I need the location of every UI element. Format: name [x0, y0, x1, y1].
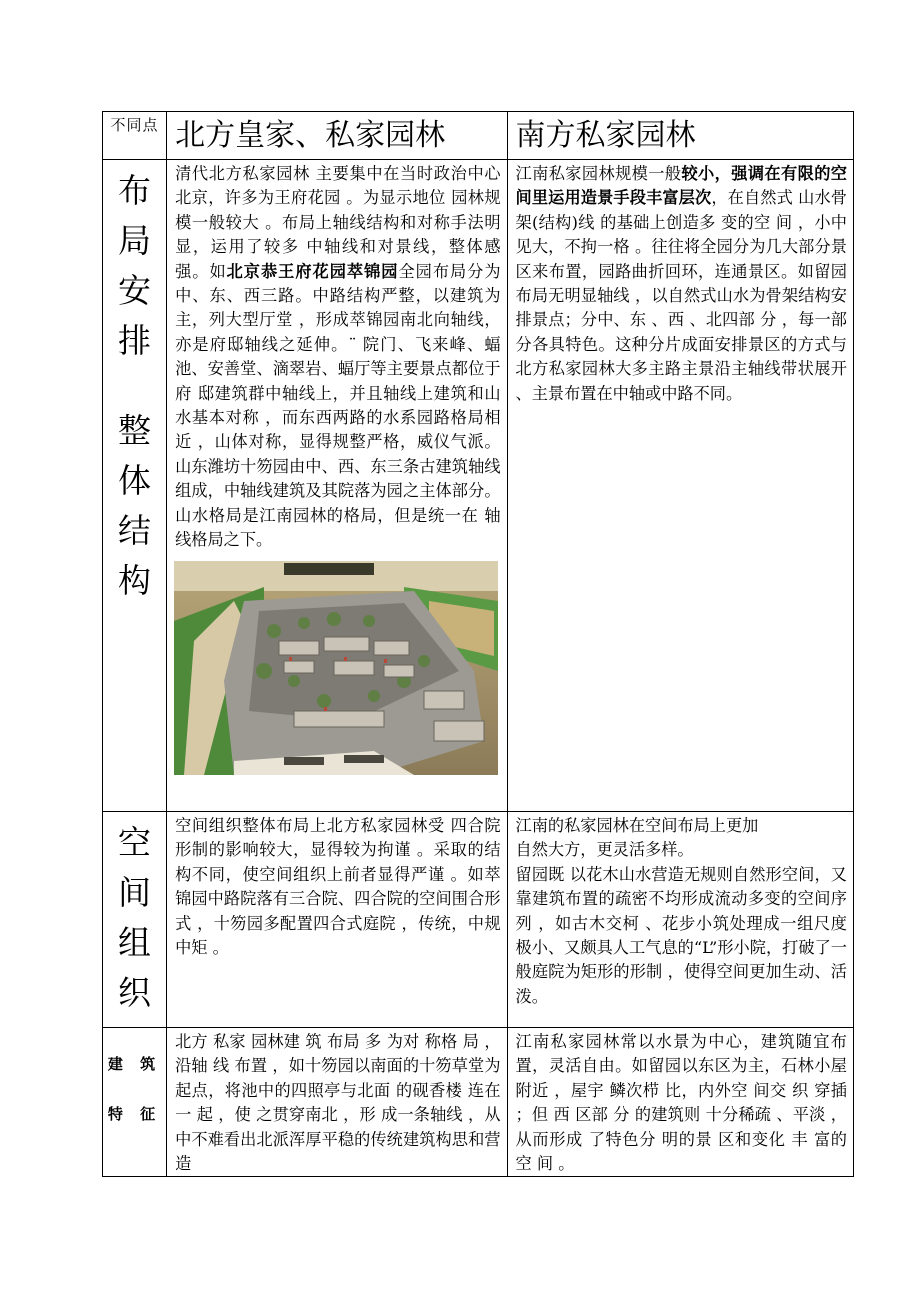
- label-char: 局: [118, 221, 152, 260]
- label-char: 体: [118, 461, 152, 500]
- label-char: 组: [118, 923, 152, 962]
- row-architecture-north-text: 北方 私家 园林建 筑 布局 多 为对 称格 局 ，沿轴 线 布置 ，如十笏园以南面的十笏草堂为起点，将池中的四照亭与北面 的砚香楼 连在一 起 ，使 之贯穿南北 ，形 成一条轴线 ，从 中不难看出北派浑厚平稳的传统建筑构思和营造: [175, 1032, 501, 1174]
- header-cell-south: [507, 112, 853, 160]
- label-char: 织: [118, 973, 152, 1012]
- row-space-north-text: 空间组织整体布局上北方私家园林受 四合院形制的影响较大，显得较为拘谨 。采取的结构不同，使空间组织上前者显得严谨 。如萃锦园中路院落有三合院、四合院的空间围合形式 ，十笏园多配置四合式庭院 ，传统，中规中矩 。: [175, 816, 501, 958]
- header-south-title: 南方私家园林: [515, 118, 696, 153]
- header-cell-diff: [103, 112, 167, 160]
- header-cell-north: [167, 112, 507, 160]
- row-layout-north-cell: [167, 160, 507, 812]
- row-layout-south-text: 江南私家园林规模一般较小，强调在有限的空间里运用造景手段丰富层次，在自然式 山水骨架(结构)线 的基础上创造多 变的空 间 ，小中见大，不拘一格 。往往将全园分为几大部分景区来布置，园路曲折回环，连通景区。如留园布局无明显轴线 ，以自然式山水为骨架结构安排景点；分中、东 、西 、北四部 分 ，每一部分各具特色。这种分片成面安排景区的方式与北方私家园林大多主路主景沿主轴线带状展开 、主景布置在中轴或中路不同。: [515, 164, 847, 403]
- row-architecture-south-text: 江南私家园林常以水景为中心，建筑随宜布置，灵活自由。如留园以东区为主，石林小屋附近 ，屋宇 鳞次栉 比，内外空 间交 织 穿插 ；但 西 区部 分 的建筑则 十分稀疏 、平淡 ，从而形成 了特色分 明的景 区和变化 丰 富的空 间 。: [515, 1032, 847, 1174]
- label-char: 整: [118, 411, 152, 450]
- comparison-table: [102, 111, 854, 1177]
- row-layout-north-text: 清代北方私家园林 主要集中在当时政治中心北京，许多为王府花园 。为显示地位 园林规模一般较大 。布局上轴线结构和对称手法明显，运用了较多 中轴线和对景线，整体感强。如北京恭王府花园萃锦园全园布局分为中、东、西三路。中路结构严整，以建筑为主，列大型厅堂 ，形成萃锦园南北向轴线，亦是府邸轴线之延伸。¨ 院门、飞来峰、蝠池、安善堂、滴翠岩、蝠厅等主要景点都位于府 邸建筑群中轴线上，并且轴线上建筑和山水基本对称 ，而东西两路的水系园路格局相近 ，山体对称，显得规整严格，威仪气派。山东潍坊十笏园由中、西、东三条古建筑轴线组成，中轴线建筑及其院落为园之主体部分。山水格局是江南园林的格局，但是统一在 轴线格局之下。: [175, 164, 501, 550]
- row-layout-label: [103, 160, 166, 606]
- label-line: 特 征: [107, 1105, 162, 1123]
- row-architecture-label-cell: [103, 1028, 167, 1177]
- row-space: [103, 812, 854, 1028]
- row-space-south-text: 江南的私家园林在空间布局上更加 自然大方，更灵活多样。 留园既 以花木山水营造无规则自然形空间，又靠建筑布置的疏密不均形成流动多变的空间序列 ，如古木交柯 、花步小筑处理成一组尺度极小、又颇具人工气息的“L”形小院，打破了一般庭院为矩形的形制 ，使得空间更加生动、活泼。: [515, 816, 847, 1006]
- row-space-label-cell: [103, 812, 167, 1028]
- row-space-north-cell: [167, 812, 507, 1028]
- label-char: 排: [118, 321, 152, 360]
- row-layout-label-cell: [103, 160, 167, 812]
- row-space-label: [103, 812, 166, 1018]
- row-architecture-north-cell: [167, 1028, 507, 1177]
- row-layout: [103, 160, 854, 812]
- label-char: 结: [118, 511, 152, 550]
- row-architecture-label: [103, 1028, 166, 1126]
- row-layout-south-cell: [507, 160, 853, 812]
- label-char: 空: [118, 823, 152, 862]
- label-char: 布: [118, 171, 152, 210]
- row-space-south-cell: [507, 812, 853, 1028]
- garden-model-photo: [174, 561, 498, 775]
- header-diff-label: 不同点: [110, 116, 159, 134]
- label-line: 建 筑: [107, 1055, 162, 1073]
- label-char: 构: [118, 561, 152, 600]
- label-char: 安: [118, 271, 152, 310]
- header-north-title: 北方皇家、私家园林: [175, 118, 446, 153]
- header-row: [103, 112, 854, 160]
- row-architecture: [103, 1028, 854, 1177]
- label-char: 间: [118, 873, 152, 912]
- row-architecture-south-cell: [507, 1028, 853, 1177]
